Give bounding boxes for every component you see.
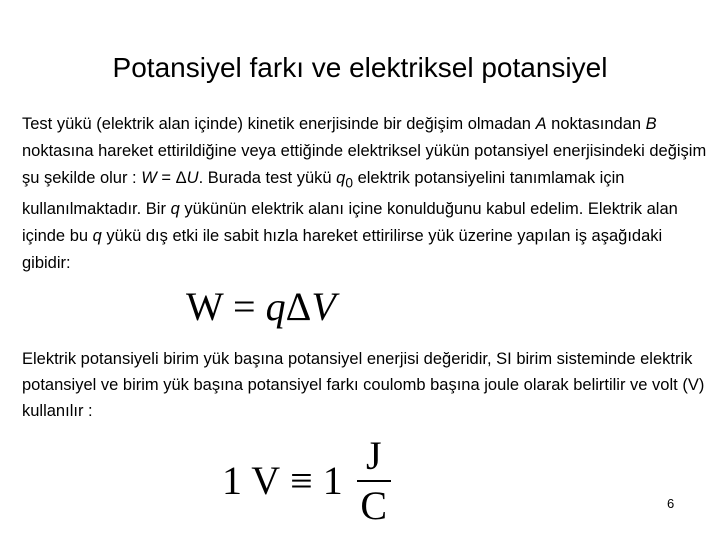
page-number: 6 — [667, 496, 675, 511]
subscript-0: 0 — [345, 175, 353, 191]
body-paragraph-1 — [22, 111, 708, 277]
eq2-one: 1 — [322, 458, 343, 503]
eq-q: q — [265, 284, 286, 329]
text-run: yükü dış etki ile sabit hızla hareket ettirilirse yük üzerine yapılan iş aşağıdaki gibidir: — [22, 227, 663, 273]
eq2-denominator: C — [360, 483, 388, 528]
eq-equals: = — [233, 284, 256, 329]
text-run: yükünün elektrik alanı içine konulduğunu kabul edelim. Elektrik alan içinde bu — [22, 200, 678, 246]
fraction-bar — [357, 480, 391, 482]
point-a: A — [535, 115, 547, 133]
eq-lhs-w: W — [186, 284, 224, 329]
eq2-numerator: J — [365, 433, 382, 478]
eq-v: V — [311, 284, 336, 329]
text-run: noktasından — [546, 115, 646, 133]
symbol-q: q — [92, 227, 102, 246]
point-b: B — [645, 115, 657, 133]
eq2-fraction — [357, 433, 391, 528]
text-run: = Δ — [156, 169, 187, 187]
slide-title: Potansiyel farkı ve elektriksel potansiyel — [112, 52, 608, 83]
eq2-lhs: 1 V — [222, 458, 281, 503]
work-equation — [186, 283, 336, 331]
symbol-w: W — [141, 169, 157, 187]
symbol-q0: q — [336, 169, 346, 187]
volt-equation — [222, 433, 391, 528]
text-run: Test yükü (elektrik alan içinde) kinetik enerjisinde bir değişim olmadan — [22, 115, 536, 133]
text-run: . Burada test yükü — [198, 169, 337, 187]
symbol-u: U — [186, 169, 199, 187]
text-run: noktasına hareket ettirildiğine veya ettiğinde elektriksel yükün potansiyel enerjisindeki değişim şu şekilde olur : — [22, 142, 707, 187]
text-run: elektrik potansiyelini tanımlamak için kullanılmaktadır. Bir — [22, 169, 625, 219]
body-paragraph-2: Elektrik potansiyeli birim yük başına potansiyel enerjisi değeridir, SI birim sisteminde elektrik potansiyel ve birim yük başına potansiyel farkı coulomb başına joule olarak belirtilir ve volt (V) kullanılır : — [22, 350, 705, 420]
symbol-q: q — [170, 200, 180, 219]
eq2-equiv: ≡ — [290, 458, 313, 503]
eq-delta: Δ — [285, 284, 312, 329]
